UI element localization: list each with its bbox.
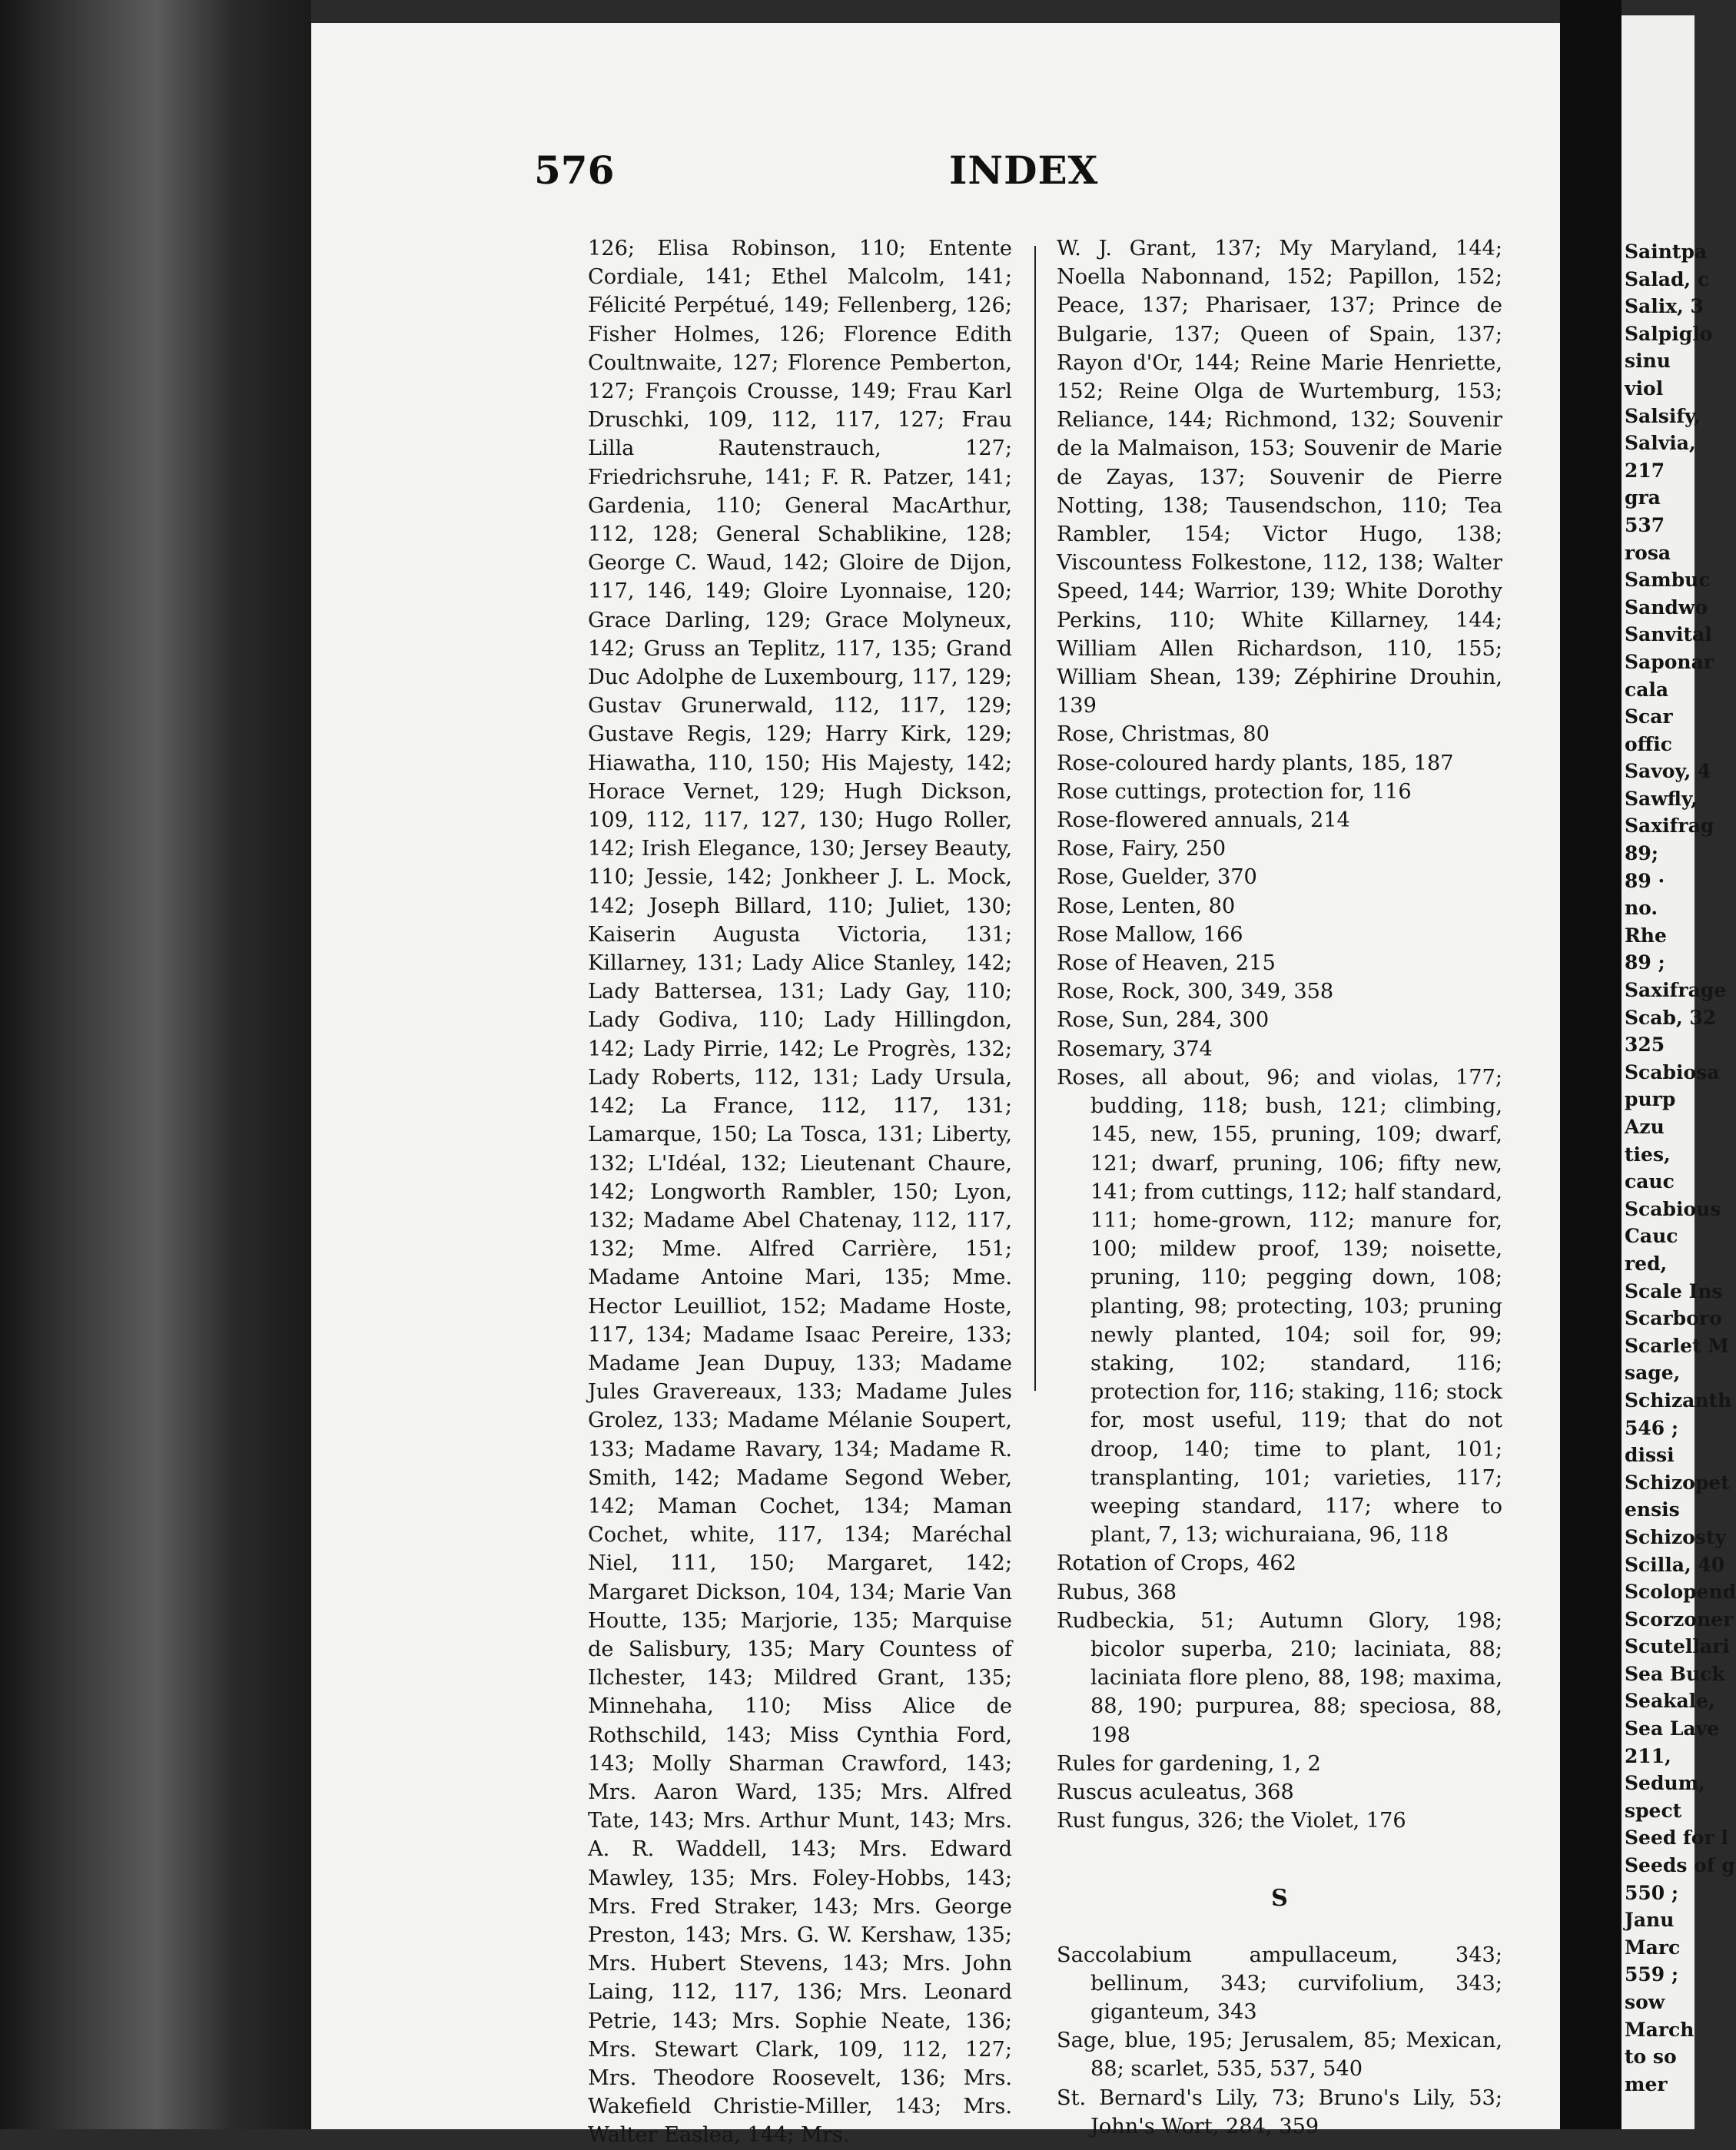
index-entry: Saccolabium ampullaceum, 343; bellinum, 343; curvifolium, 343; giganteum, 343 [1057, 1943, 1502, 2024]
index-entry: 126; Elisa Robinson, 110; Entente Cordiale, 141; Ethel Malcolm, 141; Félicité Perpétué, 149; Fellenberg, 126; Fisher Holmes, 126; Florence Edith Coultnwaite, 127; Florence Pemberton, 127; François Crousse, 149; Frau Karl Druschki, 109, 112, 117, 127; Frau Lilla Rautenstrauch, 127; Friedrichsruhe, 141; F. R. Patzer, 141; Gardenia, 110; General MacArthur, 112, 128; General Schablikine, 128; George C. Waud, 142; Gloire de Dijon, 117, 146, 149; Gloire Lyonnaise, 120; Grace Darling, 129; Grace Molyneux, 142; Gruss an Teplitz, 117, 135; Grand Duc Adolphe de Luxembourg, 117, 129; Gustav Grunerwald, 112, 117, 129; Gustave Regis, 129; Harry Kirk, 129; Hiawatha, 110, 150; His Majesty, 142; Horace Vernet, 129; Hugh Dickson, 109, 112, 117, 127, 130; Hugo Roller, 142; Irish Elegance, 130; Jersey Beauty, 110; Jessie, 142; Jonkheer J. L. Mock, 142; Joseph Billard, 110; Juliet, 130; Kaiserin Augusta Victoria, 131; Killarney, 131; Lady Alice Stanley, 142; Lady Battersea, 131; Lady Gay, 110; Lady Godiva, 110; Lady Hillingdon, 142; Lady Pirrie, 142; Le Progrès, 132; Lady Roberts, 112, 131; Lady Ursula, 142; La France, 112, 117, 131; Lamarque, 150; La Tosca, 131; Liberty, 132; L'Idéal, 132; Lieutenant Chaure, 142; Longworth Rambler, 150; Lyon, 132; Madame Abel Chatenay, 112, 117, 132; Mme. Alfred Carrière, 151; Madame Antoine Mari, 135; Mme. Hector Leuilliot, 152; Madame Hoste, 117, 134; Madame Isaac Pereire, 133; Madame Jean Dupuy, 133; Madame Jules Gravereaux, 133; Madame Jules Grolez, 133; Madame Mélanie Soupert, 133; Madame Ravary, 134; Madame R. Smith, 142; Madame Segond Weber, 142; Maman Cochet, 134; Maman Cochet, white, 117, 134; Maréchal Niel, 111, 150; Margaret, 142; Margaret Dickson, 104, 134; Marie Van Houtte, 135; Marjorie, 135; Marquise de Salisbury, 135; Mary Countess of Ilchester, 143; Mildred Grant, 135; Minnehaha, 110; Miss Alice de Rothschild, 143; Miss Cynthia Ford, 143; Molly Sharman Crawford, 143; Mrs. Aaron Ward, 135; Mrs. Alfred Tate, 143; Mrs. Arthur Munt, 143; Mrs. A. R. Waddell, 143; Mrs. Edward Mawley, 135; Mrs. Foley-Hobbs, 143; Mrs. Fred Straker, 143; Mrs. George Preston, 143; Mrs. G. W. Kershaw, 135; Mrs. Hubert Stevens, 143; Mrs. John Laing, 112, 117, 136; Mrs. Leonard Petrie, 143; Mrs. Sophie Neate, 136; Mrs. Stewart Clark, 109, 112, 127; Mrs. Theodore Roosevelt, 136; Mrs. Wakefield Christie-Miller, 143; Mrs. Walter Easlea, 144; Mrs. [588, 237, 1012, 2148]
index-entry: Rudbeckia, 51; Autumn Glory, 198; bicolor superba, 210; laciniata, 88; laciniata flore pleno, 88, 198; maxima, 88, 190; purpurea, 88; speciosa, 88, 198 [1057, 1608, 1502, 1747]
index-entry: Roses, all about, 96; and violas, 177; budding, 118; bush, 121; climbing, 145, new, 155, pruning, 109; dwarf, 121; dwarf, pruning, 106; fifty new, 141; from cuttings, 112; half standard, 111; home-grown, 112; manure for, 100; mildew proof, 139; noisette, pruning, 110; pegging down, 108; planting, 98; protecting, 103; pruning newly planted, 104; soil for, 99; staking, 102; standard, 116; protection for, 116; staking, 116; stock for, most useful, 119; that do not droop, 140; time to plant, 101; transplanting, 101; varieties, 117; weeping standard, 117; where to plant, 7, 13; wichuraiana, 96, 118 [1057, 1065, 1502, 1548]
adjacent-page-line: Janu [1625, 1909, 1675, 1932]
adjacent-page-lines [1625, 238, 1736, 2098]
adjacent-page-line: 325 [1625, 1034, 1665, 1057]
adjacent-page-line: 537 [1625, 513, 1665, 536]
index-column-left [588, 234, 1012, 2150]
adjacent-page-line: viol [1625, 377, 1664, 400]
adjacent-page-line: Seeds of g [1625, 1854, 1735, 1877]
adjacent-page-line: spect [1625, 1799, 1682, 1822]
adjacent-page-line: Scale Ins [1625, 1279, 1723, 1302]
index-entry: Rose, Fairy, 250 [1057, 837, 1226, 861]
index-entry: Rosemary, 374 [1057, 1037, 1213, 1061]
adjacent-page-line: Saintpa [1625, 241, 1708, 263]
adjacent-page-line: 217 [1625, 459, 1665, 482]
index-entry: Rules for gardening, 1, 2 [1057, 1751, 1321, 1776]
index-column-middle [1057, 234, 1502, 2141]
adjacent-page-line: sow [1625, 1991, 1665, 2013]
index-page [311, 23, 1560, 2148]
index-entry: Rose-coloured hardy plants, 185, 187 [1057, 751, 1454, 775]
adjacent-page-line: Azu [1625, 1116, 1665, 1138]
index-entry: Rotation of Crops, 462 [1057, 1551, 1296, 1576]
page-number: 576 [534, 148, 615, 193]
adjacent-page-line: cauc [1625, 1170, 1675, 1193]
adjacent-page-line: Salpiglo [1625, 322, 1713, 345]
section-letter: S [1271, 1885, 1288, 1913]
adjacent-page-line: 550 ; [1625, 1881, 1679, 1904]
adjacent-page-line: Seakale, [1625, 1690, 1715, 1713]
page-title: INDEX [949, 148, 1099, 193]
adjacent-page-line: Sandwo [1625, 596, 1708, 619]
adjacent-page-line: Scabiosa [1625, 1060, 1720, 1083]
adjacent-page-line: 546 ; [1625, 1416, 1679, 1439]
index-entry: Rose cuttings, protection for, 116 [1057, 779, 1412, 804]
adjacent-page-line: Salad, c [1625, 267, 1710, 290]
adjacent-page-line: Salvia, [1625, 432, 1696, 455]
index-entry: Rose of Heaven, 215 [1057, 951, 1276, 976]
adjacent-page-line: Scarboro [1625, 1307, 1722, 1330]
adjacent-page-line: Marc [1625, 1936, 1681, 1959]
adjacent-page-line: Sea Lave [1625, 1717, 1720, 1740]
index-entry: Rose Mallow, 166 [1057, 922, 1243, 947]
adjacent-page-line: Scorzoner [1625, 1608, 1734, 1631]
index-entry: Sage, blue, 195; Jerusalem, 85; Mexican, 88; scarlet, 535, 537, 540 [1057, 2029, 1502, 2082]
adjacent-page-line: red, [1625, 1252, 1668, 1275]
adjacent-page-line: Sawfly, [1625, 787, 1698, 810]
index-entry: Rose, Guelder, 370 [1057, 865, 1257, 890]
adjacent-page-line: Rhe [1625, 924, 1667, 947]
index-entry: Rose, Christmas, 80 [1057, 722, 1270, 747]
adjacent-page-line: 211, [1625, 1744, 1671, 1767]
adjacent-page-line: sage, [1625, 1362, 1681, 1385]
adjacent-page-line: sinu [1625, 350, 1671, 373]
adjacent-page-line: purp [1625, 1088, 1676, 1111]
adjacent-page-line: Salix, 3 [1625, 295, 1704, 318]
index-entry: Rose, Rock, 300, 349, 358 [1057, 980, 1334, 1004]
adjacent-page-line: Saponar [1625, 650, 1714, 673]
index-entry: Rose, Lenten, 80 [1057, 894, 1236, 918]
adjacent-page-line: to so [1625, 2045, 1677, 2069]
adjacent-page-line: 89 ; [1625, 951, 1665, 974]
index-entry: Rose-flowered annuals, 214 [1057, 808, 1350, 833]
adjacent-page-line: Sea Buck [1625, 1662, 1725, 1685]
adjacent-page-line: Salsify, [1625, 404, 1701, 427]
adjacent-page-line: Scilla, 40 [1625, 1553, 1725, 1576]
adjacent-page-line: gra [1625, 486, 1661, 509]
adjacent-page-line: rosa [1625, 541, 1671, 564]
adjacent-page-line: Sedum, [1625, 1772, 1705, 1795]
book-gutter [1560, 0, 1621, 2129]
adjacent-page-line: Saxifrag [1625, 815, 1714, 838]
adjacent-page-line: Scab, 32 [1625, 1006, 1717, 1029]
column-divider [1034, 246, 1036, 1391]
adjacent-page-line: Scolopend [1625, 1581, 1736, 1604]
index-entry: Rose, Sun, 284, 300 [1057, 1008, 1270, 1033]
adjacent-page-line: ties, [1625, 1143, 1671, 1166]
adjacent-page-line: Seed for l [1625, 1827, 1728, 1850]
adjacent-page-line: dissi [1625, 1444, 1675, 1467]
adjacent-page-line: 559 ; [1625, 1963, 1679, 1986]
adjacent-page-line: Scabious [1625, 1197, 1721, 1220]
adjacent-page-line: Scutellari [1625, 1635, 1730, 1658]
adjacent-page-line: no. [1625, 897, 1658, 920]
adjacent-page-line: Scar [1625, 705, 1673, 728]
index-entry: Rust fungus, 326; the Violet, 176 [1057, 1809, 1406, 1833]
index-entry: Ruscus aculeatus, 368 [1057, 1780, 1294, 1804]
adjacent-page-line: Scarlet M [1625, 1334, 1729, 1357]
adjacent-page-line: 89; [1625, 842, 1659, 865]
adjacent-page-line: March [1625, 2018, 1695, 2041]
adjacent-page-line: 89 · [1625, 869, 1665, 892]
adjacent-page-line: Schizanth [1625, 1389, 1732, 1412]
index-entry: W. J. Grant, 137; My Maryland, 144; Noella Nabonnand, 152; Papillon, 152; Peace, 137; Pharisaer, 137; Prince de Bulgarie, 137; Queen of Spain, 137; Rayon d'Or, 144; Reine Marie Henriette, 152; Reine Olga de Wurtemburg, 153; Reliance, 144; Richmond, 132; Souvenir de la Malmaison, 153; Souvenir de Marie de Zayas, 137; Souvenir de Pierre Notting, 138; Tausendschon, 110; Tea Rambler, 154; Victor Hugo, 138; Viscountess Folkestone, 112, 138; Walter Speed, 144; Warrior, 139; White Dorothy Perkins, 110; White Killarney, 144; William Allen Richardson, 110, 155; William Shean, 139; Zéphirine Drouhin, 139 [1057, 237, 1502, 718]
adjacent-page-line: ensis [1625, 1498, 1680, 1521]
index-entry: Rubus, 368 [1057, 1580, 1177, 1604]
adjacent-page-line: Savoy, 4 [1625, 760, 1711, 783]
adjacent-page-line: Saxifrage [1625, 979, 1727, 1002]
adjacent-page-line: cala [1625, 678, 1669, 701]
adjacent-page-line: Cauc [1625, 1225, 1678, 1248]
adjacent-page-line: Sambuc [1625, 569, 1711, 592]
scan-margin-left [0, 0, 311, 2129]
adjacent-page-fragment [1621, 15, 1736, 2129]
adjacent-page-line: Sanvital [1625, 623, 1712, 646]
adjacent-page-line: mer [1625, 2072, 1668, 2095]
adjacent-page-line: offic [1625, 732, 1672, 755]
index-entry: St. Bernard's Lily, 73; Bruno's Lily, 53; John's Wort, 284, 359 [1057, 2085, 1502, 2138]
adjacent-page-line: Schizosty [1625, 1525, 1726, 1548]
adjacent-page-line: Schizopet [1625, 1471, 1730, 1494]
